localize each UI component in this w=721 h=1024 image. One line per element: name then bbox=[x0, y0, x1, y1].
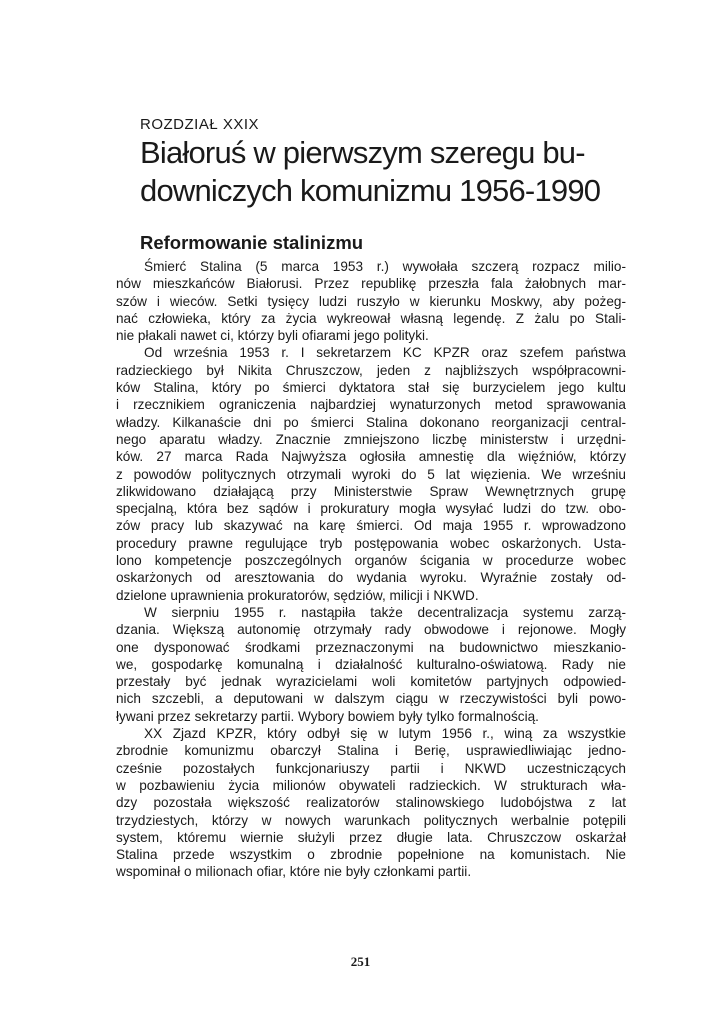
text-line: nać człowieka, który za życia wykreował własną legendę. Z żalu po Stali- bbox=[116, 310, 626, 326]
text-line: nego aparatu władzy. Znacznie zmniejszono liczbę ministerstw i urzędni- bbox=[116, 431, 626, 447]
text-line: oskarżonych od aresztowania do wydania wyroku. Wyraźnie zostały od- bbox=[116, 570, 626, 586]
section-heading: Reformowanie stalinizmu bbox=[140, 232, 364, 253]
text-line: one dysponować środkami przeznaczonymi na budownictwo mieszkanio- bbox=[116, 639, 626, 655]
text-line: Od września 1953 r. I sekretarzem KC KPZR oraz szefem państwa bbox=[144, 345, 626, 361]
text-line: lono kompetencje poszczególnych organów ścigania w procedurze wobec bbox=[116, 553, 626, 569]
chapter-label: ROZDZIAŁ XXIX bbox=[140, 116, 260, 133]
chapter-title-line: downiczych komunizmu 1956-1990 bbox=[140, 173, 601, 208]
text-line: Stalina przede wszystkim o zbrodnie popełnione na komunistach. Nie bbox=[116, 847, 626, 863]
text-line: w pozbawieniu życia milionów obywateli radzieckich. W strukturach wła- bbox=[116, 777, 626, 793]
text-line: ków. 27 marca Rada Najwyższa ogłosiła amnestię dla więźniów, którzy bbox=[116, 449, 626, 465]
text-line: zbrodnie komunizmu obarczył Stalina i Berię, usprawiedliwiając jedno- bbox=[116, 743, 626, 759]
chapter-title bbox=[140, 134, 610, 210]
text-line: nich szczebli, a deputowani w dalszym ciągu w rzeczywistości byli powo- bbox=[116, 691, 626, 707]
text-line: dzy pozostała większość realizatorów stalinowskiego ludobójstwa z lat bbox=[116, 795, 626, 811]
text-line: XX Zjazd KPZR, który odbył się w lutym 1956 r., winą za wszystkie bbox=[144, 726, 626, 742]
text-line: W sierpniu 1955 r. nastąpiła także decentralizacja systemu zarzą- bbox=[144, 604, 626, 620]
text-line: zlikwidowano działającą przy Ministerstwie Spraw Wewnętrznych grupę bbox=[116, 483, 626, 499]
chapter-title-line: Białoruś w pierwszym szeregu bu- bbox=[140, 135, 585, 170]
text-line: dzania. Większą autonomię otrzymały rady obwodowe i rejonowe. Mogły bbox=[116, 622, 626, 638]
text-line: szów i wieców. Setki tysięcy ludzi ruszyło w kierunku Moskwy, aby pożeg- bbox=[116, 293, 626, 309]
text-line: nów mieszkańców Białorusi. Przez republikę przeszła fala żałobnych mar- bbox=[116, 276, 626, 292]
text-line: wspominał o milionach ofiar, które nie były członkami partii. bbox=[116, 864, 472, 880]
text-line: ływani przez sekretarzy partii. Wybory bowiem były tylko formalnością. bbox=[116, 708, 539, 724]
text-line: Śmierć Stalina (5 marca 1953 r.) wywołała szczerą rozpacz milio- bbox=[144, 259, 626, 274]
text-line: cześnie pozostałych funkcjonariuszy partii i NKWD uczestniczących bbox=[116, 760, 626, 776]
text-line: zów pracy lub skazywać na karę śmierci. Od maja 1955 r. wprowadzono bbox=[116, 518, 626, 534]
text-line: specjalną, która bez sądów i prokuratury mogła wysyłać ludzi do tzw. obo- bbox=[116, 501, 626, 517]
text-line: nie płakali nawet ci, którzy byli ofiarami jego polityki. bbox=[116, 328, 429, 344]
text-line: przestały być jednak wyrazicielami woli komitetów partyjnych odpowied- bbox=[116, 674, 626, 690]
text-line: procedury prawne regulujące tryb postępowania wobec oskarżonych. Usta- bbox=[116, 535, 626, 551]
body-text bbox=[116, 258, 626, 881]
page-number: 251 bbox=[350, 954, 371, 969]
text-line: trzydziestych, którzy w nowych warunkach politycznych werbalnie potępili bbox=[116, 812, 626, 828]
text-line: we, gospodarkę komunalną i działalność kulturalno-oświatową. Rady nie bbox=[116, 656, 626, 672]
text-line: system, któremu wiernie służyli przez długie lata. Chruszczow oskarżał bbox=[116, 829, 626, 845]
text-line: radzieckiego był Nikita Chruszczow, jeden z najbliższych współpracowni- bbox=[116, 362, 626, 378]
text-line: ków Stalina, który po śmierci dyktatora stał się burzycielem jego kultu bbox=[116, 380, 626, 396]
text-line: władzy. Kilkanaście dni po śmierci Stalina dokonano reorganizacji central- bbox=[116, 414, 626, 430]
text-line: dzielone uprawnienia prokuratorów, sędziów, milicji i NKWD. bbox=[116, 587, 479, 603]
text-line: z powodów politycznych otrzymali wyroki do 5 lat więzienia. We wrześniu bbox=[116, 466, 626, 482]
text-line: i rzecznikiem ograniczenia najbardziej wynaturzonych metod sprawowania bbox=[116, 397, 626, 413]
